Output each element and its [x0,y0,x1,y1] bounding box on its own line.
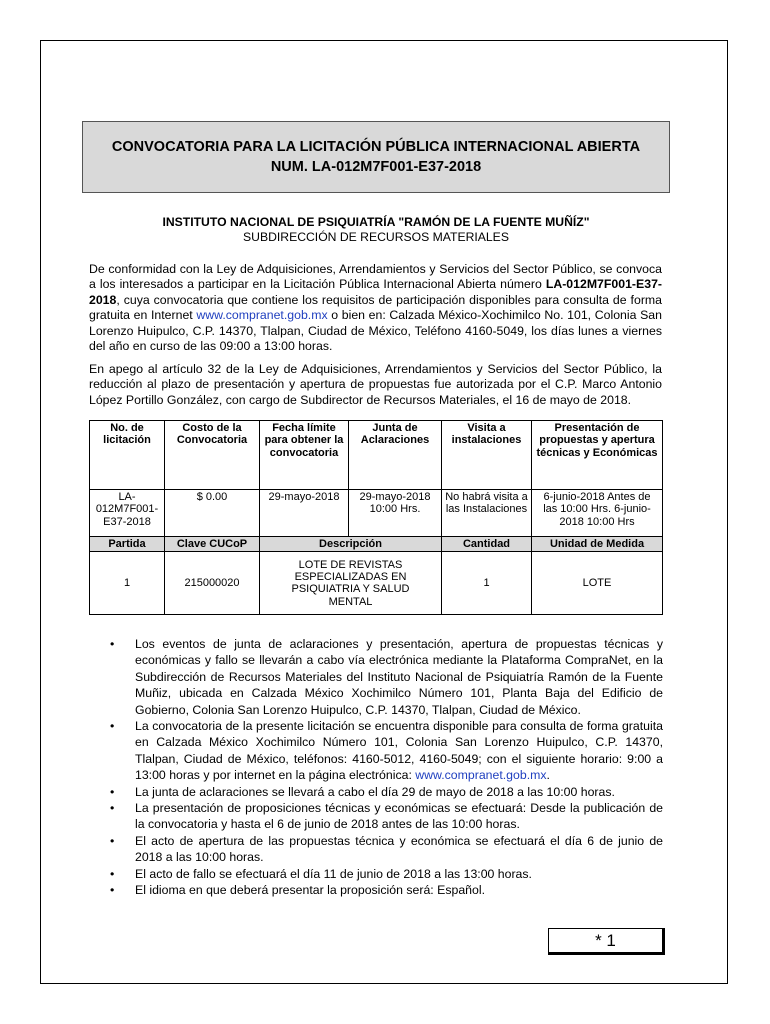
list-item: • La convocatoria de la presente licitación se encuentra disponible para consulta de forma gratuita en Calzada México Xochimilco Número 101, Colonia San Lorenzo Huipulco, C.P. 14370, Tlalpan, Ciudad de México, teléfonos: 4160-5012, 4160-5049; con el siguiente horario: 9:00 a 13:00 horas y por internet en la página electrónica: www.compranet.gob.mx. [110,719,663,783]
header-licitacion: No. de licitación [90,421,165,490]
cell-cantidad: 1 [442,552,532,615]
bullet-list [110,636,663,899]
cell-descripcion: LOTE DE REVISTAS ESPECIALIZADAS EN PSIQUIATRIA Y SALUD MENTAL [260,552,442,615]
paragraph-1-part-2: , cuya convocatoria que contiene los requisitos de participación disponibles para consulta de forma gratuita en Internet [89,292,662,323]
cell-fecha: 29-mayo-2018 [260,490,349,537]
cell-junta: 29-mayo-2018 10:00 Hrs. [349,490,442,537]
list-item: • Los eventos de junta de aclaraciones y presentación, apertura de propuestas técnicas y económicas y fallo se llevarán a cabo vía electrónica mediante la Plataforma CompraNet, en la Subdirección de Recursos Materiales del Instituto Nacional de Psiquiatría Ramón de la Fuente Muñiz, ubicada en Calzada México Xochimilco Número 101, Planta Baja del Edificio de Gobierno, Colonia San Lorenzo Huipulco, C.P. 14370, Tlalpan, Ciudad de México. [110,637,663,717]
table-header-row [90,421,663,490]
bullet-icon: • [110,719,115,734]
header-presentacion: Presentación de propuestas y apertura técnicas y Económicas [532,421,663,490]
title-box [82,121,670,193]
header-fecha-limite: Fecha límite para obtener la convocatoria [260,421,349,490]
compranet-link-2[interactable]: www.compranet.gob.mx [415,768,547,783]
cell-partida: 1 [90,552,165,615]
licitation-table [89,420,663,615]
header-visita: Visita a instalaciones [442,421,532,490]
page-number-box: * 1 [548,928,665,955]
table-header-row-2 [90,537,663,552]
cell-visita: No habrá visita a las Instalaciones [442,490,532,537]
title-line-2: NUM. LA-012M7F001-E37-2018 [270,159,482,175]
subdirection-name: SUBDIRECCIÓN DE RECURSOS MATERIALES [243,230,509,244]
cell-costo: $ 0.00 [165,490,260,537]
header-descripcion: Descripción [260,537,442,552]
cell-presentacion: 6-junio-2018 Antes de las 10:00 Hrs. 6-junio-2018 10:00 Hrs [532,490,663,537]
list-item: • La presentación de proposiciones técnicas y económicas se efectuará: Desde la publicación de la convocatoria y hasta el 6 de junio de 2018 antes de las 10:00 horas. [110,801,663,832]
header-costo: Costo de la Convocatoria [165,421,260,490]
list-item: • El acto de fallo se efectuará el día 11 de junio de 2018 a las 13:00 horas. [110,866,532,881]
header-unidad: Unidad de Medida [532,537,663,552]
title-line-1: CONVOCATORIA PARA LA LICITACIÓN PÚBLICA INTERNACIONAL ABIERTA [111,139,641,155]
header-cantidad: Cantidad [442,537,532,552]
cell-clave: 215000020 [165,552,260,615]
bullet-icon: • [110,883,115,898]
bullet-icon: • [110,784,115,799]
bullet-icon: • [110,833,115,848]
cell-unidad: LOTE [532,552,663,615]
paragraph-1-part-1: De conformidad con la Ley de Adquisiciones, Arrendamientos y Servicios del Sector Público, se convoca a los interesados a participar en la Licitación Pública Internacional Abierta número [89,262,662,292]
table-row [90,552,663,615]
bullet-icon: • [110,637,115,651]
paragraph-1-part-3: o bien en: Calzada México-Xochimilco No. 101, Colonia San Lorenzo Huipulco, C.P. 14370, Tlalpan, Ciudad de México, Teléfono 4160-5049, los días lunes a viernes del año en curso de las 09:00 a 13:00 horas. [89,308,662,354]
table-row [90,490,663,537]
header-partida: Partida [90,537,165,552]
list-item: • La junta de aclaraciones se llevará a cabo el día 29 de mayo de 2018 a las 10:00 horas. [110,784,615,799]
list-item: • El acto de apertura de las propuestas técnica y económica se efectuará el día 6 de junio de 2018 a las 10:00 horas. [110,833,663,865]
header-clave: Clave CUCoP [165,537,260,552]
cell-licitacion: LA-012M7F001-E37-2018 [90,490,165,537]
institute-name: INSTITUTO NACIONAL DE PSIQUIATRÍA "RAMÓN DE LA FUENTE MUÑÍZ" [162,215,590,229]
bullet-icon: • [110,866,115,881]
header-junta: Junta de Aclaraciones [349,421,442,490]
compranet-link[interactable]: www.compranet.gob.mx [196,308,328,323]
bullet-icon: • [110,801,115,816]
list-item: • El idioma en que deberá presentar la proposición será: Español. [110,883,485,898]
paragraph-2: En apego al artículo 32 de la Ley de Adquisiciones, Arrendamientos y Servicios del Sector Público, la reducción al plazo de presentación y apertura de propuestas fue autorizada por el C.P. Marco Antonio López Portillo González, con cargo de Subdirector de Recursos Materiales, el 16 de mayo de 2018. [89,362,662,407]
paragraph-1 [89,262,662,354]
institute-header [82,215,670,245]
licitation-number: LA-012M7F001-E37-2018 [89,277,662,307]
